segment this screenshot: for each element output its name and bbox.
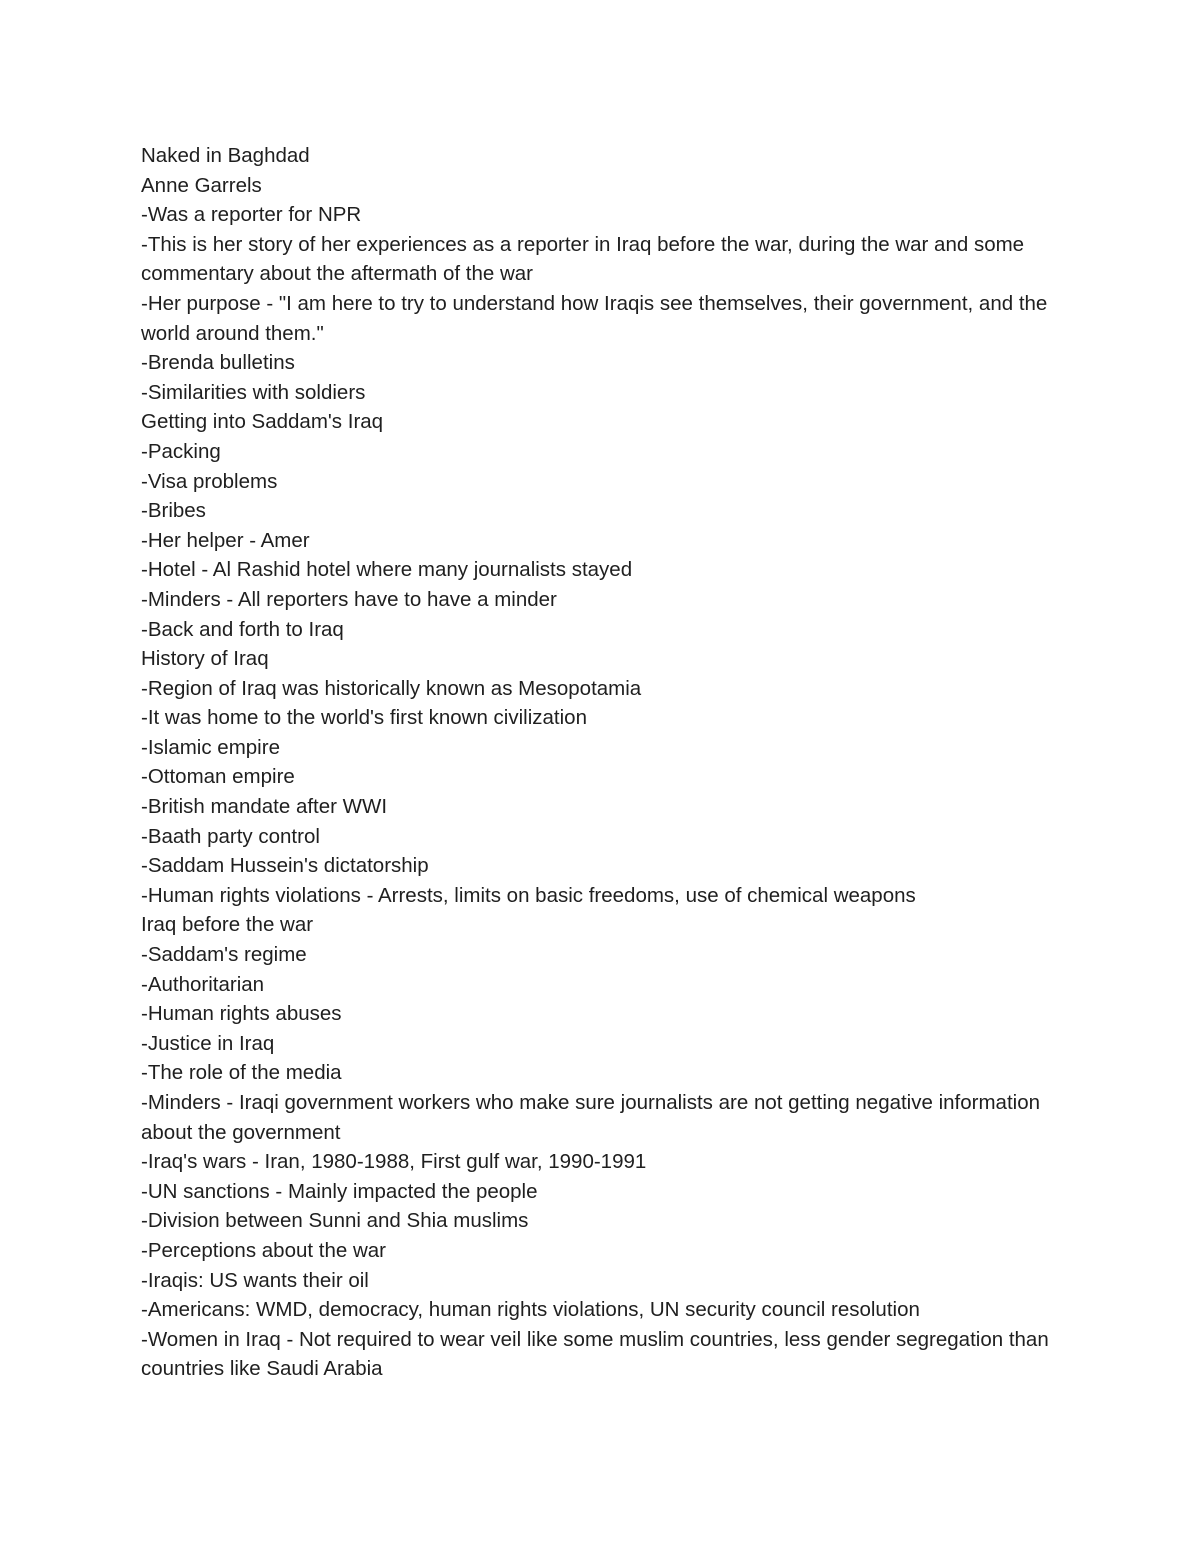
list-item: -Women in Iraq - Not required to wear veil like some muslim countries, less gender segregation than countries like Saudi Arabia	[141, 1327, 1049, 1381]
list-item: -It was home to the world's first known civilization	[141, 706, 587, 730]
list-item: -Americans: WMD, democracy, human rights violations, UN security council resolution	[141, 1298, 920, 1322]
section-heading: Getting into Saddam's Iraq	[141, 410, 384, 434]
list-item: -Hotel - Al Rashid hotel where many journalists stayed	[141, 558, 633, 582]
list-item: -Islamic empire	[141, 735, 280, 759]
list-item: -Justice in Iraq	[141, 1031, 275, 1055]
section-heading: Iraq before the war	[141, 913, 314, 937]
list-item: -Her helper - Amer	[141, 528, 310, 552]
list-item: -Region of Iraq was historically known as Mesopotamia	[141, 676, 642, 700]
list-item: -Saddam Hussein's dictatorship	[141, 854, 429, 878]
list-item: -The role of the media	[141, 1061, 342, 1085]
list-item: -Saddam's regime	[141, 943, 307, 967]
list-item: -Division between Sunni and Shia muslims	[141, 1209, 529, 1233]
list-item: -Packing	[141, 439, 221, 463]
list-item: -Bribes	[141, 499, 206, 523]
list-item: -Ottoman empire	[141, 765, 295, 789]
list-item: -Iraqis: US wants their oil	[141, 1268, 369, 1292]
list-item: -Minders - Iraqi government workers who make sure journalists are not getting negative information about the government	[141, 1091, 1040, 1144]
list-item: -British mandate after WWI	[141, 795, 388, 819]
list-item: -Back and forth to Iraq	[141, 617, 344, 641]
list-item: -Human rights violations - Arrests, limits on basic freedoms, use of chemical weapons	[141, 883, 916, 907]
list-item: -Visa problems	[141, 469, 278, 493]
list-item: -Human rights abuses	[141, 1002, 342, 1026]
list-item: -Minders - All reporters have to have a minder	[141, 587, 557, 611]
list-item: -Brenda bulletins	[141, 351, 295, 375]
list-item: -Authoritarian	[141, 972, 265, 996]
section-heading: History of Iraq	[141, 647, 269, 671]
list-item: -Baath party control	[141, 824, 320, 848]
line-title: Naked in Baghdad	[141, 144, 310, 167]
document-body	[141, 141, 1071, 1384]
list-item: -This is her story of her experiences as a reporter in Iraq before the war, during the war and some commentary about the aftermath of the war	[141, 232, 1025, 286]
list-item: -Perceptions about the war	[141, 1238, 386, 1262]
list-item: -UN sanctions - Mainly impacted the people	[141, 1179, 538, 1203]
list-item: -Similarities with soldiers	[141, 380, 366, 404]
list-item: -Was a reporter for NPR	[141, 203, 362, 227]
list-item: -Iraq's wars - Iran, 1980-1988, First gulf war, 1990-1991	[141, 1150, 647, 1174]
list-item: -Her purpose - "I am here to try to understand how Iraqis see themselves, their government, and the world around them."	[141, 291, 1048, 345]
line-author: Anne Garrels	[141, 173, 262, 197]
